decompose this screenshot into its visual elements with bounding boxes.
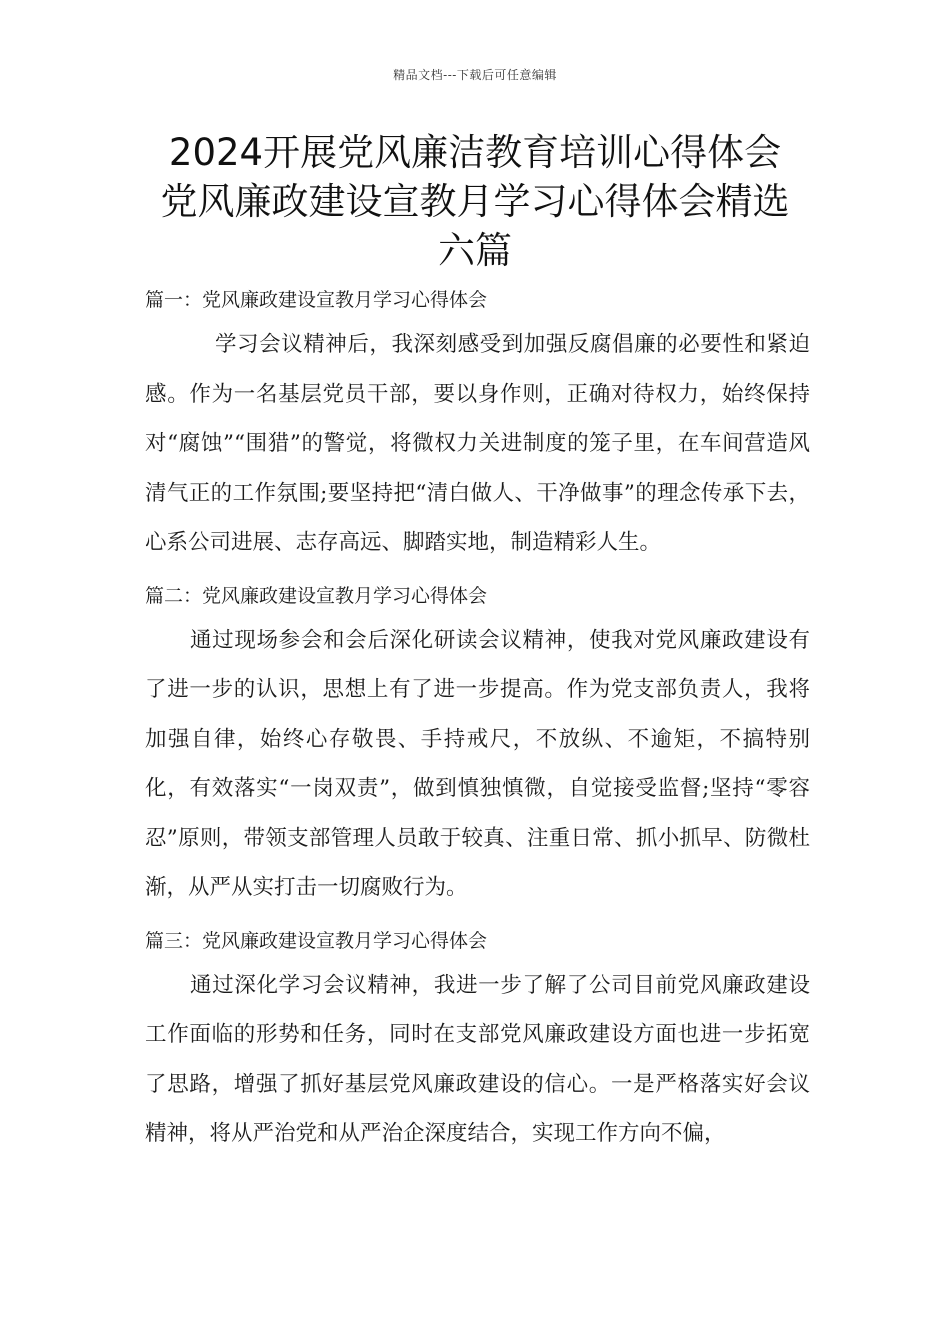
title-line-2: 党风廉政建设宣教月学习心得体会精选 xyxy=(160,180,790,223)
section-heading: 篇二：党风廉政建设宣教月学习心得体会 xyxy=(145,584,488,607)
section-paragraph: 通过现场参会和会后深化研读会议精神，使我对党风廉政建设有了进一步的认识，思想上有了进一步提高。作为党支部负责人，我将加强自律，始终心存敬畏、手持戒尺，不放纵、不逾矩，不搞特别化，有效落实“一岗双责”，做到慎独慎微，自觉接受监督;坚持“零容忍”原则，带领支部管理人员敢于较真、注重日常、抓小抓早、防微杜渐，从严从实打击一切腐败行为。 xyxy=(145,627,810,900)
section-2 xyxy=(145,576,810,913)
section-3 xyxy=(145,921,810,1159)
section-heading: 篇三：党风廉政建设宣教月学习心得体会 xyxy=(145,929,488,952)
section-1 xyxy=(145,280,810,568)
section-paragraph: 通过深化学习会议精神，我进一步了解了公司目前党风廉政建设工作面临的形势和任务，同时在支部党风廉政建设方面也进一步拓宽了思路，增强了抓好基层党风廉政建设的信心。一是严格落实好会议精神，将从严治党和从严治企深度结合，实现工作方向不偏， xyxy=(145,972,810,1146)
header-note: 精品文档---下载后可任意编辑 xyxy=(393,68,557,82)
title-line-1: 2024开展党风廉洁教育培训心得体会 xyxy=(168,131,782,174)
document-title xyxy=(100,128,850,275)
section-paragraph: 学习会议精神后，我深刻感受到加强反腐倡廉的必要性和紧迫感。作为一名基层党员干部，要以身作则，正确对待权力，始终保持对“腐蚀”“围猎”的警觉，将微权力关进制度的笼子里，在车间营造风清气正的工作氛围;要坚持把“清白做人、干净做事”的理念传承下去，心系公司进展、志存高远、脚踏实地，制造精彩人生。 xyxy=(145,332,810,555)
section-heading: 篇一：党风廉政建设宣教月学习心得体会 xyxy=(145,289,488,311)
document-body xyxy=(145,280,810,1167)
title-line-3: 六篇 xyxy=(438,229,512,272)
